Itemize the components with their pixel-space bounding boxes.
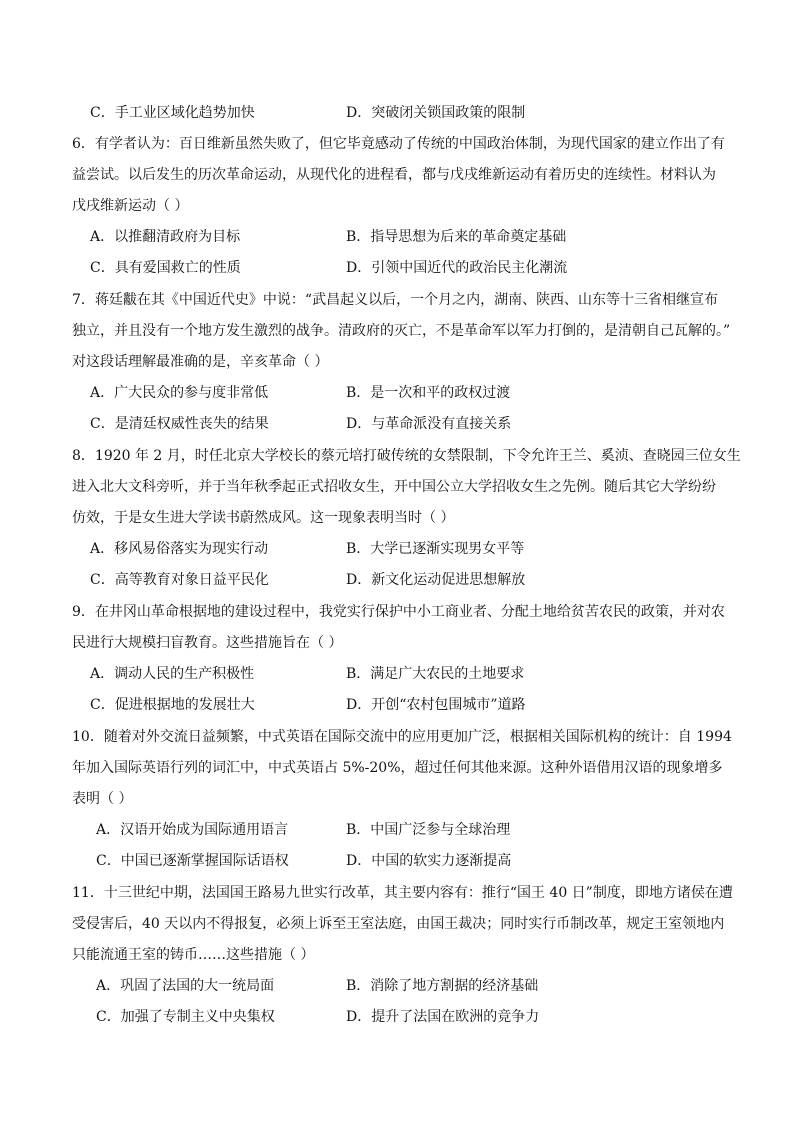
- q5-option-c: C．手工业区域化趋势加快: [90, 105, 255, 121]
- q11-option-b: B．消除了地方割据的经济基础: [346, 978, 539, 994]
- q9-option-c: C．促进根据地的发展壮大: [90, 697, 255, 713]
- q8-stem-line-2: 进入北大文科旁听，并于当年秋季起正式招收女生，开中国公立大学招收女生之先例。随后其它大学纷纷: [72, 479, 716, 495]
- q10-stem-line-3: 表明（ ）: [72, 791, 133, 807]
- q10-option-c: C．中国已逐渐掌握国际话语权: [96, 853, 289, 869]
- q10-option-a: A．汉语开始成为国际通用语言: [96, 822, 289, 838]
- q9-stem-line-1: 9．在井冈山革命根据地的建设过程中，我党实行保护中小工商业者、分配土地给贫苦农民的政策，并对农: [72, 604, 725, 620]
- q8-option-a: A．移风易俗落实为现实行动: [90, 541, 269, 557]
- q9-option-d: D．开创“农村包围城市”道路: [346, 697, 526, 713]
- q10-option-d: D．中国的软实力逐渐提高: [346, 853, 512, 869]
- q10-stem-line-1: 10．随着对外交流日益频繁，中式英语在国际交流中的应用更加广泛，根据相关国际机构的统计：自 1994: [72, 729, 732, 745]
- q8-stem-line-1: 8．1920 年 2 月，时任北京大学校长的蔡元培打破传统的女禁限制，下令允许王兰、奚浈、查晓园三位女生: [72, 448, 741, 464]
- q6-stem-line-1: 6．有学者认为：百日维新虽然失败了，但它毕竟感动了传统的中国政治体制，为现代国家的建立作出了有: [72, 136, 725, 152]
- q11-stem-line-3: 只能流通王室的铸币……这些措施（ ）: [72, 947, 315, 963]
- q6-stem-line-3: 戊戌维新运动（ ）: [72, 198, 189, 214]
- q9-option-a: A．调动人民的生产积极性: [90, 666, 255, 682]
- q11-option-c: C．加强了专制主义中央集权: [96, 1009, 275, 1025]
- q10-stem-line-2: 年加入国际英语行列的词汇中，中式英语占 5%-20%，超过任何其他来源。这种外语借用汉语的现象增多: [72, 760, 723, 776]
- q5-option-d: D．突破闭关锁国政策的限制: [346, 105, 526, 121]
- q8-option-d: D．新文化运动促进思想解放: [346, 572, 526, 588]
- q7-option-d: D．与革命派没有直接关系: [346, 416, 512, 432]
- q6-option-a: A．以推翻清政府为目标: [90, 229, 241, 245]
- q10-option-b: B．中国广泛参与全球治理: [346, 822, 511, 838]
- q6-option-b: B．指导思想为后来的革命奠定基础: [346, 229, 567, 245]
- q9-stem-line-2: 民进行大规模扫盲教育。这些措施旨在（ ）: [72, 635, 343, 651]
- q6-option-d: D．引领中国近代的政治民主化潮流: [346, 260, 568, 276]
- q11-option-a: A．巩固了法国的大一统局面: [96, 978, 275, 994]
- q6-stem-line-2: 益尝试。以后发生的历次革命运动，从现代化的进程看，都与戊戌维新运动有着历史的连续性。材料认为: [72, 167, 716, 183]
- q9-option-b: B．满足广大农民的土地要求: [346, 666, 525, 682]
- q8-stem-line-3: 仿效，于是女生进大学读书蔚然成风。这一现象表明当时（ ）: [72, 510, 455, 526]
- q6-option-c: C．具有爱国救亡的性质: [90, 260, 241, 276]
- q11-option-d: D．提升了法国在欧洲的竞争力: [346, 1009, 540, 1025]
- q11-stem-line-1: 11．十三世纪中期，法国国王路易九世实行改革，其主要内容有：推行“国王 40 日”制度，即地方诸侯在遭: [72, 885, 733, 901]
- q8-option-c: C．高等教育对象日益平民化: [90, 572, 269, 588]
- q8-option-b: B．大学已逐渐实现男女平等: [346, 541, 525, 557]
- q11-stem-line-2: 受侵害后，40 天以内不得报复，必须上诉至王室法庭，由国王裁决；同时实行币制改革，规定王室领地内: [72, 916, 725, 932]
- q7-stem-line-1: 7．蒋廷黻在其《中国近代史》中说：“武昌起义以后，一个月之内，湖南、陕西、山东等十三省相继宣布: [72, 292, 719, 308]
- q7-stem-line-3: 对这段话理解最准确的是，辛亥革命（ ）: [72, 354, 329, 370]
- q7-option-a: A．广大民众的参与度非常低: [90, 385, 269, 401]
- q7-option-b: B．是一次和平的政权过渡: [346, 385, 511, 401]
- q7-option-c: C．是清廷权威性丧失的结果: [90, 416, 269, 432]
- q7-stem-line-2: 独立，并且没有一个地方发生激烈的战争。清政府的灭亡，不是革命军以军力打倒的，是清朝自己瓦解的。”: [72, 323, 731, 339]
